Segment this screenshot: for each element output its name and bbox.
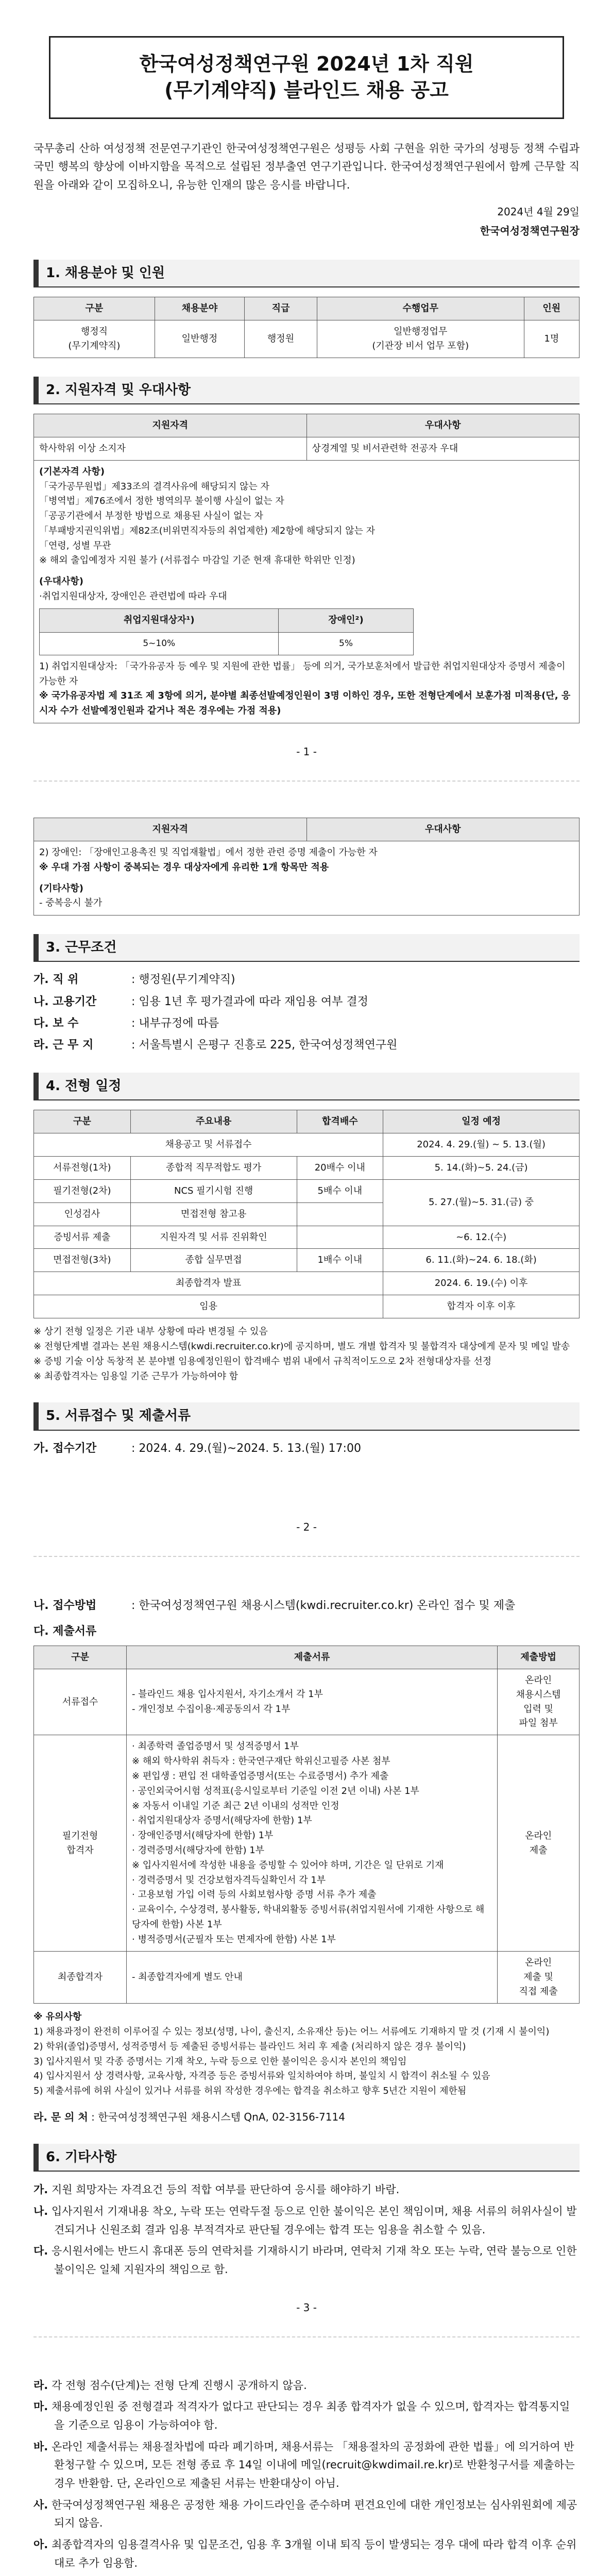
contact-value: : 한국여성정책연구원 채용시스템 QnA, 02-3156-7114 [91, 2110, 345, 2123]
notice-org: 한국여성정책연구원장 [480, 224, 580, 237]
caution-item: 1) 채용과정이 완전히 이루어질 수 있는 정보(성명, 나이, 출신지, 소유재산 등)는 어느 서류에도 기재하지 말 것 (기재 시 불이익) [33, 2026, 550, 2037]
condition-key: 나. 고용기간 [33, 995, 97, 1008]
cell-count: 1명 [524, 320, 579, 358]
col-count: 인원 [524, 297, 579, 320]
condition-value: : 서울특별시 은평구 진흥로 225, 한국여성정책연구원 [131, 1038, 398, 1052]
table-row [34, 1249, 580, 1272]
misc-value: 각 전형 점수(단계)는 전형 단계 진행시 공개하지 않음. [51, 2379, 307, 2392]
caution-item: 2) 학위(졸업)증명서, 성적증명서 등 제출된 증빙서류는 블라인드 처리 후 제출 (처리하지 않은 경우 불이익) [33, 2041, 466, 2052]
cell-multiple: 1배수 이내 [297, 1249, 383, 1272]
col-doc-type: 구분 [34, 1646, 127, 1669]
cell-date: 2024. 6. 19.(수) 이후 [383, 1272, 580, 1295]
misc-item [33, 2496, 580, 2533]
misc-key: 다. [33, 2245, 48, 2258]
misc-item [33, 2377, 580, 2395]
basic-item: 「연령, 성별 무관 [39, 540, 111, 551]
doc-item: · 최종학력 졸업증명서 및 성적증명서 1부 [132, 1741, 299, 1752]
basic-item: 「국가공무원법」제33조의 결격사유에 해당되지 않는 자 [39, 481, 269, 492]
doc-item: ※ 편입생 : 편입 전 대학졸업증명서(또는 수료증명서) 추가 제출 [132, 1770, 389, 1782]
table-row [34, 1952, 580, 2004]
condition-value: : 행정원(무기계약직) [131, 973, 235, 987]
page-number: - 2 - [296, 1520, 317, 1533]
table-header-row [34, 414, 580, 437]
misc-item [33, 2438, 580, 2493]
schedule-note: ※ 전형단계별 결과는 본원 채용시스템(kwdi.recruiter.co.kr)에 공지하며, 별도 개별 합격자 및 불합격자 대상에게 문자 및 메일 발송 [33, 1341, 570, 1352]
col-docs: 제출서류 [127, 1646, 498, 1669]
section-3-heading: 3. 근무조건 [33, 934, 580, 962]
condition-value: : 내부규정에 따름 [131, 1016, 219, 1030]
col-preferences: 우대사항 [306, 414, 580, 437]
schedule-notes [33, 1325, 580, 1384]
cell-stage: 최종합격자 발표 [34, 1272, 383, 1295]
table-row [40, 632, 414, 655]
table-row [34, 1226, 580, 1249]
table-row [34, 1295, 580, 1318]
section-2-heading: 2. 지원자격 및 우대사항 [33, 377, 580, 404]
col-requirements: 지원자격 [34, 414, 307, 437]
doc-item: · 교육이수, 수상경력, 봉사활동, 학내외활동 증빙서류(취업지원서에 기재한 사항으로 해당자에 한함) 사본 1부 [132, 1904, 485, 1930]
misc-key: 바. [33, 2440, 48, 2453]
misc-value: 온라인 제출서류는 채용절차법에 따라 폐기하며, 채용서류는 「채용절차의 공정화에 관한 법률」에 의거하여 반환청구할 수 있으며, 모든 전형 종료 후 14일 이내에 메일(recruit@kwdimail.re.kr)로 반환청구서를 제출하는 경우 반환함. 단, 온라인으로 제출된 서류는 반환대상이 아님. [51, 2440, 575, 2490]
cell-doc-type: 필기전형 합격자 [34, 1735, 127, 1952]
receipt-value: : 2024. 4. 29.(월)~2024. 5. 13.(월) 17:00 [131, 1442, 361, 1455]
cell-multiple [297, 1202, 383, 1226]
cell-preference: 상경계열 및 비서관련학 전공자 우대 [306, 437, 580, 460]
table-header-row [40, 608, 414, 632]
col-grade: 직급 [245, 297, 317, 320]
doc-item: · 경력증명서(해당자에 한함) 1부 [132, 1844, 265, 1856]
cell-stage: 채용공고 및 서류접수 [34, 1133, 383, 1156]
misc-item [33, 2398, 580, 2434]
pref-points-table [39, 608, 414, 655]
caution-item: 5) 제출서류에 허위 사실이 있거나 서류를 허위 작성한 경우에는 합격을 취소하고 향후 5년간 지원이 제한됨 [33, 2086, 467, 2097]
table-row [34, 1735, 580, 1952]
condition-item [33, 993, 580, 1011]
table-header-row [34, 818, 580, 841]
doc-item: · 취업지원대상자 증명서(해당자에 한함) 1부 [132, 1815, 312, 1826]
section-4-heading: 4. 전형 일정 [33, 1073, 580, 1100]
qualification-table-continued [33, 818, 580, 916]
basic-item: 「병역법」제76조에서 정한 병역의무 불이행 사실이 없는 자 [39, 496, 284, 507]
caution-block [33, 2010, 580, 2099]
schedule-note: ※ 증빙 기술 이상 독창적 본 분야별 임용예정인원이 합격배수 범위 내에서 규칙적이도으로 2차 전형대상자를 선정 [33, 1355, 492, 1367]
pref-line: ·취업지원대상자, 장애인은 관련법에 따라 우대 [39, 591, 227, 602]
doc-item: · 장애인증명서(해당자에 한함) 1부 [132, 1830, 274, 1841]
misc-key: 라. [33, 2379, 48, 2392]
cell-date: 5. 27.(월)~5. 31.(금) 중 [383, 1179, 580, 1226]
method-value: : 한국여성정책연구원 채용시스템(kwdi.recruiter.co.kr) 온라인 접수 및 제출 [131, 1599, 516, 1612]
page-number: - 3 - [296, 2301, 317, 2314]
cell-requirement: 학사학위 이상 소지자 [34, 437, 307, 460]
table-row [34, 1179, 580, 1202]
section-5-heading: 5. 서류접수 및 제출서류 [33, 1402, 580, 1430]
cell-content: NCS 필기시험 진행 [130, 1179, 297, 1202]
cell-method: 온라인 채용시스템 입력 및 파일 첨부 [498, 1669, 580, 1735]
col-requirements: 지원자격 [34, 818, 307, 841]
caution-title: ※ 유의사항 [33, 2011, 82, 2023]
doc-item: - 개인정보 수집이용·제공동의서 각 1부 [132, 1703, 291, 1715]
basic-title: (기본자격 사항) [39, 466, 105, 477]
sheet-page-2 [33, 781, 580, 1556]
col-content: 주요내용 [130, 1110, 297, 1133]
col-method: 제출방법 [498, 1646, 580, 1669]
caution-item: 4) 입사지원서 상 경력사항, 교육사항, 자격증 등은 증빙서류와 일치하여야 하며, 불일치 시 합격이 취소될 수 있음 [33, 2071, 490, 2082]
misc-key: 마. [33, 2400, 48, 2413]
table-row [34, 1272, 580, 1295]
title-line-1: 한국여성정책연구원 2024년 1차 직원 [139, 53, 474, 75]
contact-key: 라. 문 의 처 [33, 2110, 88, 2123]
cell-date: 6. 11.(화)~24. 6. 18.(화) [383, 1249, 580, 1272]
col-date: 일정 예정 [383, 1110, 580, 1133]
receipt-period [33, 1440, 580, 1458]
cell-docs [127, 1669, 498, 1735]
misc-key: 가. [33, 2183, 48, 2196]
condition-item [33, 971, 580, 989]
cell-docs [127, 1735, 498, 1952]
cell-multiple [297, 1226, 383, 1249]
pref-title: (우대사항) [39, 576, 84, 587]
basic-qualifications-cell [34, 460, 580, 723]
condition-item [33, 1015, 580, 1032]
cell-stage: 필기전형(2차) [34, 1179, 131, 1202]
contact-line [33, 2109, 580, 2125]
qualification-table [33, 414, 580, 723]
basic-item: ※ 해외 출입예정자 지원 불가 (서류접수 마감일 기준 현재 휴대한 학위만 인정) [39, 555, 355, 566]
cell-method: 온라인 제출 [498, 1735, 580, 1952]
cell-doc-type: 서류접수 [34, 1669, 127, 1735]
col-duty: 수행업무 [317, 297, 524, 320]
notice-date: 2024년 4월 29일 [497, 205, 580, 218]
col-preferences: 우대사항 [306, 818, 580, 841]
sheet-page-4 [33, 2336, 580, 2576]
intro-paragraph: 국무총리 산하 여성정책 전문연구기관인 한국여성정책연구원은 성평등 사회 구현을 위한 국가의 성평등 정책 수립과 국민 행복의 향상에 이바지함을 목적으로 설립된 정부출연 연구기관입니다. 한국여성정책연구원에서 함께 근무할 직원을 아래와 같이 모집하오니, 유능한 인재의 많은 응시를 바랍니다. [33, 142, 580, 191]
section-1-heading: 1. 채용분야 및 인원 [33, 260, 580, 287]
pref-note: ※ 국가유공자법 제 31조 제 3항에 의거, 분야별 최종선발예정인원이 3명 이하인 경우, 또한 전형단계에서 보훈가점 미적용(단, 응시자 수가 선발예정인원과 같거나 적은 경우에는 가점 적용) [39, 690, 571, 717]
recruit-field-table [33, 297, 580, 358]
sheet-page-3 [33, 1556, 580, 2336]
method-line [33, 1597, 580, 1615]
other-line: - 중복응시 불가 [39, 897, 103, 909]
cell-content: 종합 실무면접 [130, 1249, 297, 1272]
condition-key: 라. 근 무 지 [33, 1038, 94, 1052]
doc-item: - 블라인드 채용 입사지원서, 자기소개서 각 1부 [132, 1688, 323, 1700]
misc-value: 지원 희망자는 자격요건 등의 적합 여부를 판단하여 응시를 해야하기 바람. [51, 2183, 400, 2196]
doc-item: · 경력증명서 및 건강보험자격득실확인서 각 1부 [132, 1874, 326, 1886]
misc-key: 나. [33, 2205, 48, 2217]
basic-item: 「부패방지권익위법」제82조(비위면직자등의 취업제한) 제2항에 해당되지 않는 자 [39, 525, 376, 536]
cell-grade: 행정원 [245, 320, 317, 358]
schedule-note: ※ 상기 전형 일정은 기관 내부 상황에 따라 변경될 수 있음 [33, 1326, 268, 1337]
table-row [34, 1156, 580, 1179]
misc-value: 채용예정인원 중 전형결과 적격자가 없다고 판단되는 경우 최종 합격자가 없을 수 있으며, 합격자는 합격통지일을 기준으로 임용이 가능하여야 함. [51, 2400, 570, 2432]
table-header-row [34, 1110, 580, 1133]
cell-type: 행정직 (무기계약직) [34, 320, 155, 358]
section-6-heading: 6. 기타사항 [33, 2144, 580, 2172]
condition-value: : 임용 1년 후 평가결과에 따라 재임용 여부 결정 [131, 995, 368, 1008]
misc-item [33, 2536, 580, 2572]
cell-disabled: 5% [279, 632, 413, 655]
doc-item: - 최종합격자에게 별도 안내 [132, 1971, 243, 1982]
method-key: 나. 접수방법 [33, 1599, 97, 1612]
doc-item: ※ 해외 학사학위 취득자 : 한국연구재단 학위신고필증 사본 첨부 [132, 1756, 390, 1767]
cell-date: 합격자 이후 이후 [383, 1295, 580, 1318]
condition-item [33, 1037, 580, 1054]
col-disabled: 장애인²) [279, 608, 413, 632]
cell-content: 면접전형 참고용 [130, 1202, 297, 1226]
pref-note: 1) 취업지원대상자: 「국가유공자 등 예우 및 지원에 관한 법률」 등에 의거, 국가보훈처에서 발급한 취업지원대상자 증명서 제출이 가능한 자 [39, 660, 566, 687]
caution-item: 3) 입사지원서 및 각종 증명서는 기재 착오, 누락 등으로 인한 불이익은 응시자 본인의 책임임 [33, 2056, 407, 2067]
cell-stage: 증빙서류 제출 [34, 1226, 131, 1249]
cell-content: 종합적 직무적합도 평가 [130, 1156, 297, 1179]
cell-method: 온라인 제출 및 직접 제출 [498, 1952, 580, 2004]
cell-stage: 면접전형(3차) [34, 1249, 131, 1272]
misc-key: 아. [33, 2538, 48, 2551]
misc-key: 사. [33, 2498, 48, 2511]
cell-date: ~6. 12.(수) [383, 1226, 580, 1249]
cell-veteran: 5~10% [40, 632, 279, 655]
cell-multiple: 20배수 이내 [297, 1156, 383, 1179]
doc-item: · 병적증명서(군필자 또는 면제자에 한함) 사본 1부 [132, 1934, 336, 1945]
continued-notes-cell [34, 841, 580, 915]
table-row [34, 841, 580, 915]
condition-key: 가. 직 위 [33, 973, 79, 987]
schedule-table [33, 1110, 580, 1318]
table-header-row [34, 297, 580, 320]
misc-item [33, 2202, 580, 2239]
cont-note: ※ 우대 가점 사항이 중복되는 경우 대상자에게 유리한 1개 항목만 적용 [39, 861, 329, 873]
cell-doc-type: 최종합격자 [34, 1952, 127, 2004]
doc-item: · 공인외국어시험 성적표(응시일로부터 기준일 이전 2년 이내) 사본 1부 [132, 1785, 419, 1797]
table-row [34, 1669, 580, 1735]
documents-table [33, 1646, 580, 2004]
condition-key: 다. 보 수 [33, 1016, 79, 1030]
docs-title: 다. 제출서류 [33, 1624, 97, 1638]
col-multiple: 합격배수 [297, 1110, 383, 1133]
misc-value: 입사지원서 기재내용 착오, 누락 또는 연락두절 등으로 인한 불이익은 본인 책임이며, 채용 서류의 허위사실이 발견되거나 신원조회 결과 임용 부적격자로 판단될 경우에는 합격 또는 임용을 취소할 수 있음. [51, 2205, 577, 2236]
schedule-note: ※ 최종합격자는 임용일 기준 근무가 가능하여야 함 [33, 1370, 239, 1382]
cell-stage: 서류전형(1차) [34, 1156, 131, 1179]
doc-item: ※ 입사지원서에 작성한 내용을 증빙할 수 있어야 하며, 기간은 일 단위로 기재 [132, 1859, 444, 1871]
cell-multiple: 5배수 이내 [297, 1179, 383, 1202]
table-row [34, 1133, 580, 1156]
misc-item [33, 2181, 580, 2199]
receipt-key: 가. 접수기간 [33, 1442, 97, 1455]
basic-item: 「공공기관에서 부정한 방법으로 채용된 사실이 없는 자 [39, 511, 263, 522]
col-field: 채용분야 [155, 297, 244, 320]
cell-date: 5. 14.(화)~5. 24.(금) [383, 1156, 580, 1179]
col-type: 구분 [34, 297, 155, 320]
col-stage: 구분 [34, 1110, 131, 1133]
misc-value: 응시원서에는 반드시 휴대폰 등의 연락처를 기재하시기 바라며, 연락처 기재 착오 또는 누락, 연락 불능으로 인한 불이익은 일체 지원자의 책임으로 함. [51, 2245, 577, 2276]
title-line-2: (무기계약직) 블라인드 채용 공고 [164, 79, 449, 102]
cell-content: 지원자격 및 서류 진위확인 [130, 1226, 297, 1249]
misc-value: 한국여성정책연구원 채용은 공정한 채용 가이드라인을 준수하며 편견요인에 대한 개인정보는 심사위원회에 제공되지 않음. [51, 2498, 577, 2530]
cell-stage: 임용 [34, 1295, 383, 1318]
cell-duty: 일반행정업무 (기관장 비서 업무 포함) [317, 320, 524, 358]
cell-field: 일반행정 [155, 320, 244, 358]
table-header-row [34, 1646, 580, 1669]
cont-note: 2) 장애인: 「장애인고용촉진 및 직업재활법」에서 정한 관련 증명 제출이 가능한 자 [39, 846, 378, 858]
table-row [34, 460, 580, 723]
doc-item: ※ 자동서 이내일 기준 최근 2년 이내의 성적만 인정 [132, 1800, 339, 1811]
cell-stage: 인성검사 [34, 1202, 131, 1226]
table-row [34, 320, 580, 358]
col-veteran: 취업지원대상자¹) [40, 608, 279, 632]
misc-value: 최종합격자의 임용결격사유 및 입문조건, 임용 후 3개월 이내 퇴직 등이 발생되는 경우 대에 따라 합격 이후 순위대로 추가 임용함. [51, 2538, 577, 2569]
title-box [49, 36, 564, 119]
misc-item [33, 2242, 580, 2279]
page-number: - 1 - [296, 745, 317, 758]
cell-date: 2024. 4. 29.(월) ~ 5. 13.(월) [383, 1133, 580, 1156]
doc-item: · 고용보험 가입 이력 등의 사회보험사항 증명 서류 추가 제출 [132, 1889, 377, 1901]
table-row [34, 437, 580, 460]
sheet-page-1 [33, 0, 580, 781]
cell-docs [127, 1952, 498, 2004]
other-title: (기타사항) [39, 883, 84, 894]
